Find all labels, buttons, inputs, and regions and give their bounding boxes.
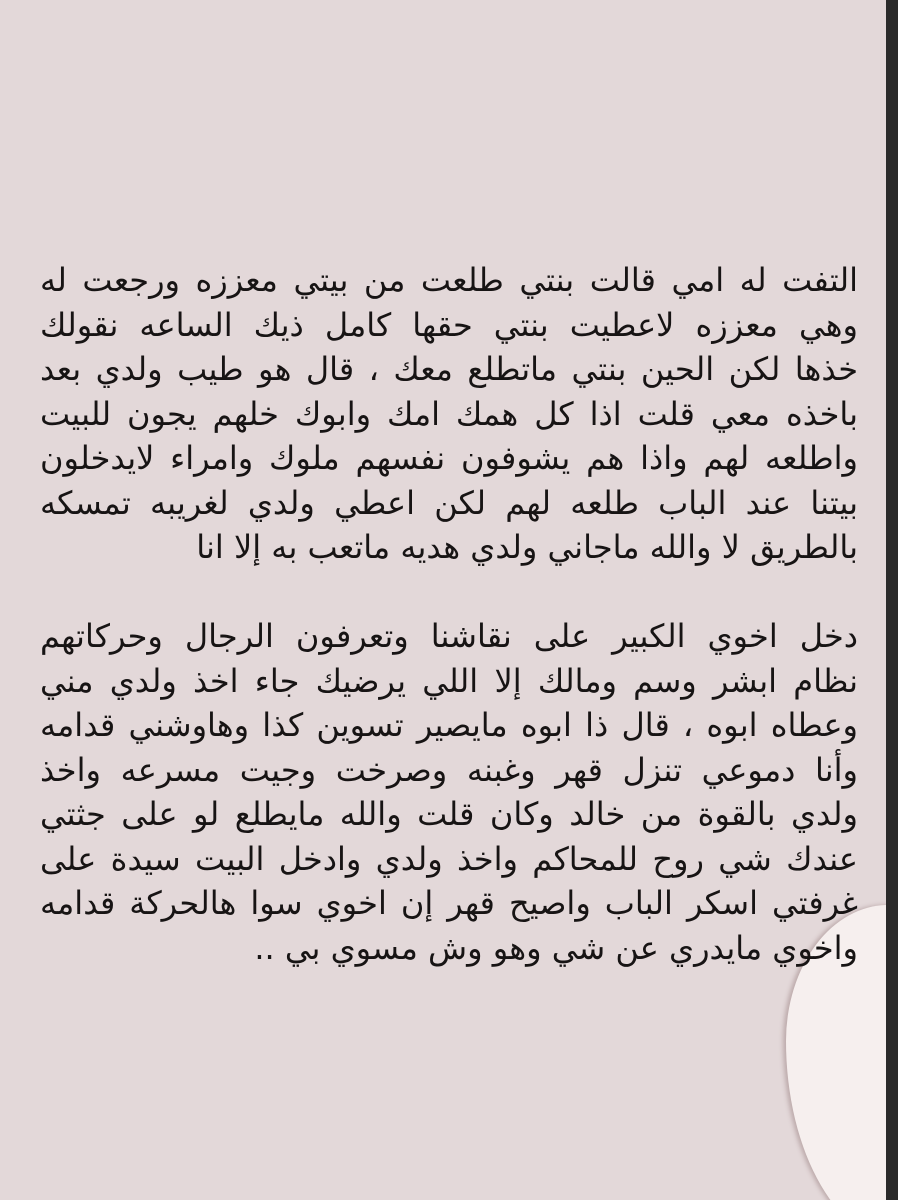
text-line: بالطريق لا والله ماجاني ولدي هديه ماتعب به إلا انا bbox=[196, 528, 858, 566]
text-line: غرفتي اسكر الباب واصيح قهر إن اخوي سوا هالحركة قدامه bbox=[40, 884, 858, 922]
text-line: باخذه معي قلت اذا كل همك امك وابوك خلهم يجون للبيت bbox=[40, 394, 858, 433]
text-line: خذها لكن الحين بنتي ماتطلع معك ، قال هو طيب ولدي بعد bbox=[40, 350, 858, 388]
screen-edge bbox=[886, 0, 898, 1200]
text-line: واخوي مايدري عن شي وهو وش مسوي بي .. bbox=[254, 928, 858, 967]
text-line: التفت له امي قالت بنتي طلعت من بيتي معززه ورجعت له bbox=[40, 261, 858, 299]
text-line: وعطاه ابوه ، قال ذا ابوه مايصير تسوين كذا وهاوشني قدامه bbox=[40, 706, 858, 744]
text-line: واطلعه لهم واذا هم يشوفون نفسهم ملوك وامراء لايدخلون bbox=[40, 439, 858, 477]
text-line: عندك شي روح للمحاكم واخذ ولدي وادخل البيت سيدة على bbox=[40, 839, 858, 878]
text-line: بيتنا عند الباب طلعه لهم لكن اعطي ولدي لغريبه تمسكه bbox=[40, 483, 858, 522]
story-text bbox=[40, 258, 858, 970]
text-line: ولدي بالقوة من خالد وكان قلت والله مايطلع لو على جثتي bbox=[40, 795, 858, 833]
paragraph-2 bbox=[40, 614, 858, 970]
text-line: وهي معززه لاعطيت بنتي حقها كامل ذيك الساعه نقولك bbox=[40, 305, 858, 344]
text-line: دخل اخوي الكبير على نقاشنا وتعرفون الرجال وحركاتهم bbox=[40, 617, 858, 655]
text-line: نظام ابشر وسم ومالك إلا اللي يرضيك جاء اخذ ولدي مني bbox=[40, 661, 858, 700]
paragraph-1 bbox=[40, 258, 858, 570]
text-line: وأنا دموعي تنزل قهر وغبنه وصرخت وجيت مسرعه واخذ bbox=[40, 750, 858, 789]
